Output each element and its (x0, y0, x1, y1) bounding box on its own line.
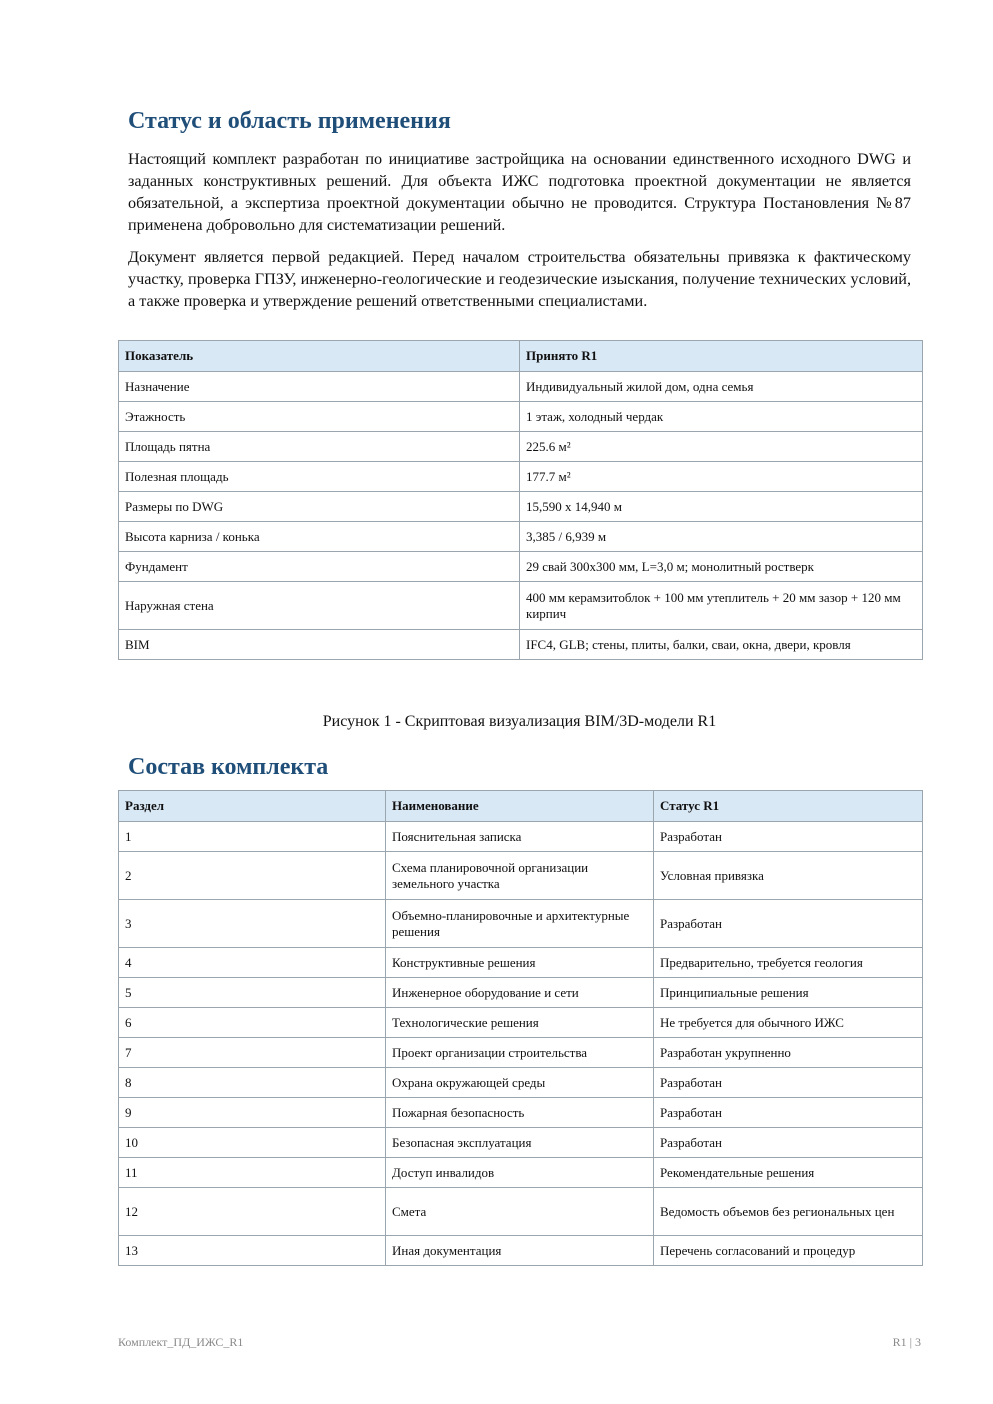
table-row (119, 432, 923, 462)
section-number-cell: 7 (119, 1038, 386, 1068)
status-paragraph-1: Настоящий комплект разработан по инициативе застройщика на основании единственного исходного DWG и заданных конструктивных решений. Для объекта ИЖС подготовка проектной документации не является обязательной, а экспертиза проектной документации обычно не проводится. Структура Постановления №87 применена добровольно для систематизации решений. (128, 150, 911, 234)
param-name-cell: Фундамент (119, 552, 520, 582)
table-row (119, 462, 923, 492)
section-number-cell: 6 (119, 1008, 386, 1038)
section-status-cell: Ведомость объемов без региональных цен (654, 1188, 923, 1236)
section-name-cell: Инженерное оборудование и сети (386, 978, 654, 1008)
section-number-cell: 12 (119, 1188, 386, 1236)
table-row (119, 1098, 923, 1128)
table-row (119, 492, 923, 522)
section-title-composition: Состав комплекта (128, 754, 329, 780)
section-status-cell: Предварительно, требуется геология (654, 948, 923, 978)
table-header-cell: Статус R1 (654, 791, 923, 822)
table-row (119, 1158, 923, 1188)
param-name-cell: Площадь пятна (119, 432, 520, 462)
section-number-cell: 4 (119, 948, 386, 978)
table-row (119, 822, 923, 852)
section-name-cell: Проект организации строительства (386, 1038, 654, 1068)
section-status-cell: Принципиальные решения (654, 978, 923, 1008)
table-row (119, 630, 923, 660)
section-name-cell: Смета (386, 1188, 654, 1236)
section-name-cell: Иная документация (386, 1236, 654, 1266)
section-name-cell: Схема планировочной организации земельного участка (386, 852, 654, 900)
param-name-cell: Этажность (119, 402, 520, 432)
composition-table (118, 790, 923, 1266)
param-name-cell: Размеры по DWG (119, 492, 520, 522)
param-name-cell: BIM (119, 630, 520, 660)
table-row (119, 372, 923, 402)
section-name-cell: Технологические решения (386, 1008, 654, 1038)
table-row (119, 852, 923, 900)
table-header-row (119, 341, 923, 372)
section-name-cell: Конструктивные решения (386, 948, 654, 978)
section-status-cell: Разработан укрупненно (654, 1038, 923, 1068)
table-row (119, 522, 923, 552)
param-name-cell: Полезная площадь (119, 462, 520, 492)
status-paragraph-2: Документ является первой редакцией. Перед началом строительства обязательны привязка к фактическому участку, проверка ГПЗУ, инженерно-геологические и геодезические изыскания, получение технических условий, а также проверка и утверждение решений ответственными специалистами. (128, 248, 911, 310)
param-value-cell: 225.6 м² (520, 432, 923, 462)
table-header-cell: Показатель (119, 341, 520, 372)
section-number-cell: 13 (119, 1236, 386, 1266)
section-name-cell: Пояснительная записка (386, 822, 654, 852)
section-name-cell: Объемно-планировочные и архитектурные решения (386, 900, 654, 948)
footer-document-name: Комплект_ПД_ИЖС_R1 (118, 1335, 244, 1349)
section-status-cell: Разработан (654, 900, 923, 948)
param-value-cell: 15,590 x 14,940 м (520, 492, 923, 522)
table-row (119, 582, 923, 630)
section-status-cell: Рекомендательные решения (654, 1158, 923, 1188)
table-header-cell: Раздел (119, 791, 386, 822)
section-number-cell: 11 (119, 1158, 386, 1188)
section-status-cell: Условная привязка (654, 852, 923, 900)
section-number-cell: 3 (119, 900, 386, 948)
section-status-cell: Разработан (654, 1098, 923, 1128)
section-status-cell: Не требуется для обычного ИЖС (654, 1008, 923, 1038)
section-number-cell: 5 (119, 978, 386, 1008)
section-number-cell: 10 (119, 1128, 386, 1158)
param-value-cell: IFC4, GLB; стены, плиты, балки, сваи, окна, двери, кровля (520, 630, 923, 660)
param-value-cell: 177.7 м² (520, 462, 923, 492)
section-number-cell: 9 (119, 1098, 386, 1128)
table-row (119, 1188, 923, 1236)
table-row (119, 978, 923, 1008)
param-value-cell: 29 свай 300x300 мм, L=3,0 м; монолитный ростверк (520, 552, 923, 582)
section-status-cell: Разработан (654, 822, 923, 852)
section-name-cell: Охрана окружающей среды (386, 1068, 654, 1098)
table-row (119, 1038, 923, 1068)
param-name-cell: Высота карниза / конька (119, 522, 520, 552)
table-row (119, 948, 923, 978)
section-number-cell: 8 (119, 1068, 386, 1098)
figure-caption: Рисунок 1 - Скриптовая визуализация BIM/3D-модели R1 (322, 713, 717, 730)
section-title-status: Статус и область применения (128, 108, 451, 134)
section-status-cell: Разработан (654, 1068, 923, 1098)
table-row (119, 1068, 923, 1098)
table-row (119, 552, 923, 582)
section-status-cell: Перечень согласований и процедур (654, 1236, 923, 1266)
table-row (119, 1236, 923, 1266)
section-number-cell: 1 (119, 822, 386, 852)
section-status-cell: Разработан (654, 1128, 923, 1158)
table-row (119, 900, 923, 948)
section-name-cell: Доступ инвалидов (386, 1158, 654, 1188)
table-header-cell: Принято R1 (520, 341, 923, 372)
param-value-cell: Индивидуальный жилой дом, одна семья (520, 372, 923, 402)
param-value-cell: 400 мм керамзитоблок + 100 мм утеплитель + 20 мм зазор + 120 мм кирпич (520, 582, 923, 630)
params-table (118, 340, 923, 660)
footer-page-number: R1 | 3 (892, 1335, 921, 1349)
section-number-cell: 2 (119, 852, 386, 900)
table-header-row (119, 791, 923, 822)
section-name-cell: Пожарная безопасность (386, 1098, 654, 1128)
section-name-cell: Безопасная эксплуатация (386, 1128, 654, 1158)
param-name-cell: Наружная стена (119, 582, 520, 630)
param-value-cell: 1 этаж, холодный чердак (520, 402, 923, 432)
param-name-cell: Назначение (119, 372, 520, 402)
table-row (119, 402, 923, 432)
param-value-cell: 3,385 / 6,939 м (520, 522, 923, 552)
table-header-cell: Наименование (386, 791, 654, 822)
table-row (119, 1008, 923, 1038)
table-row (119, 1128, 923, 1158)
